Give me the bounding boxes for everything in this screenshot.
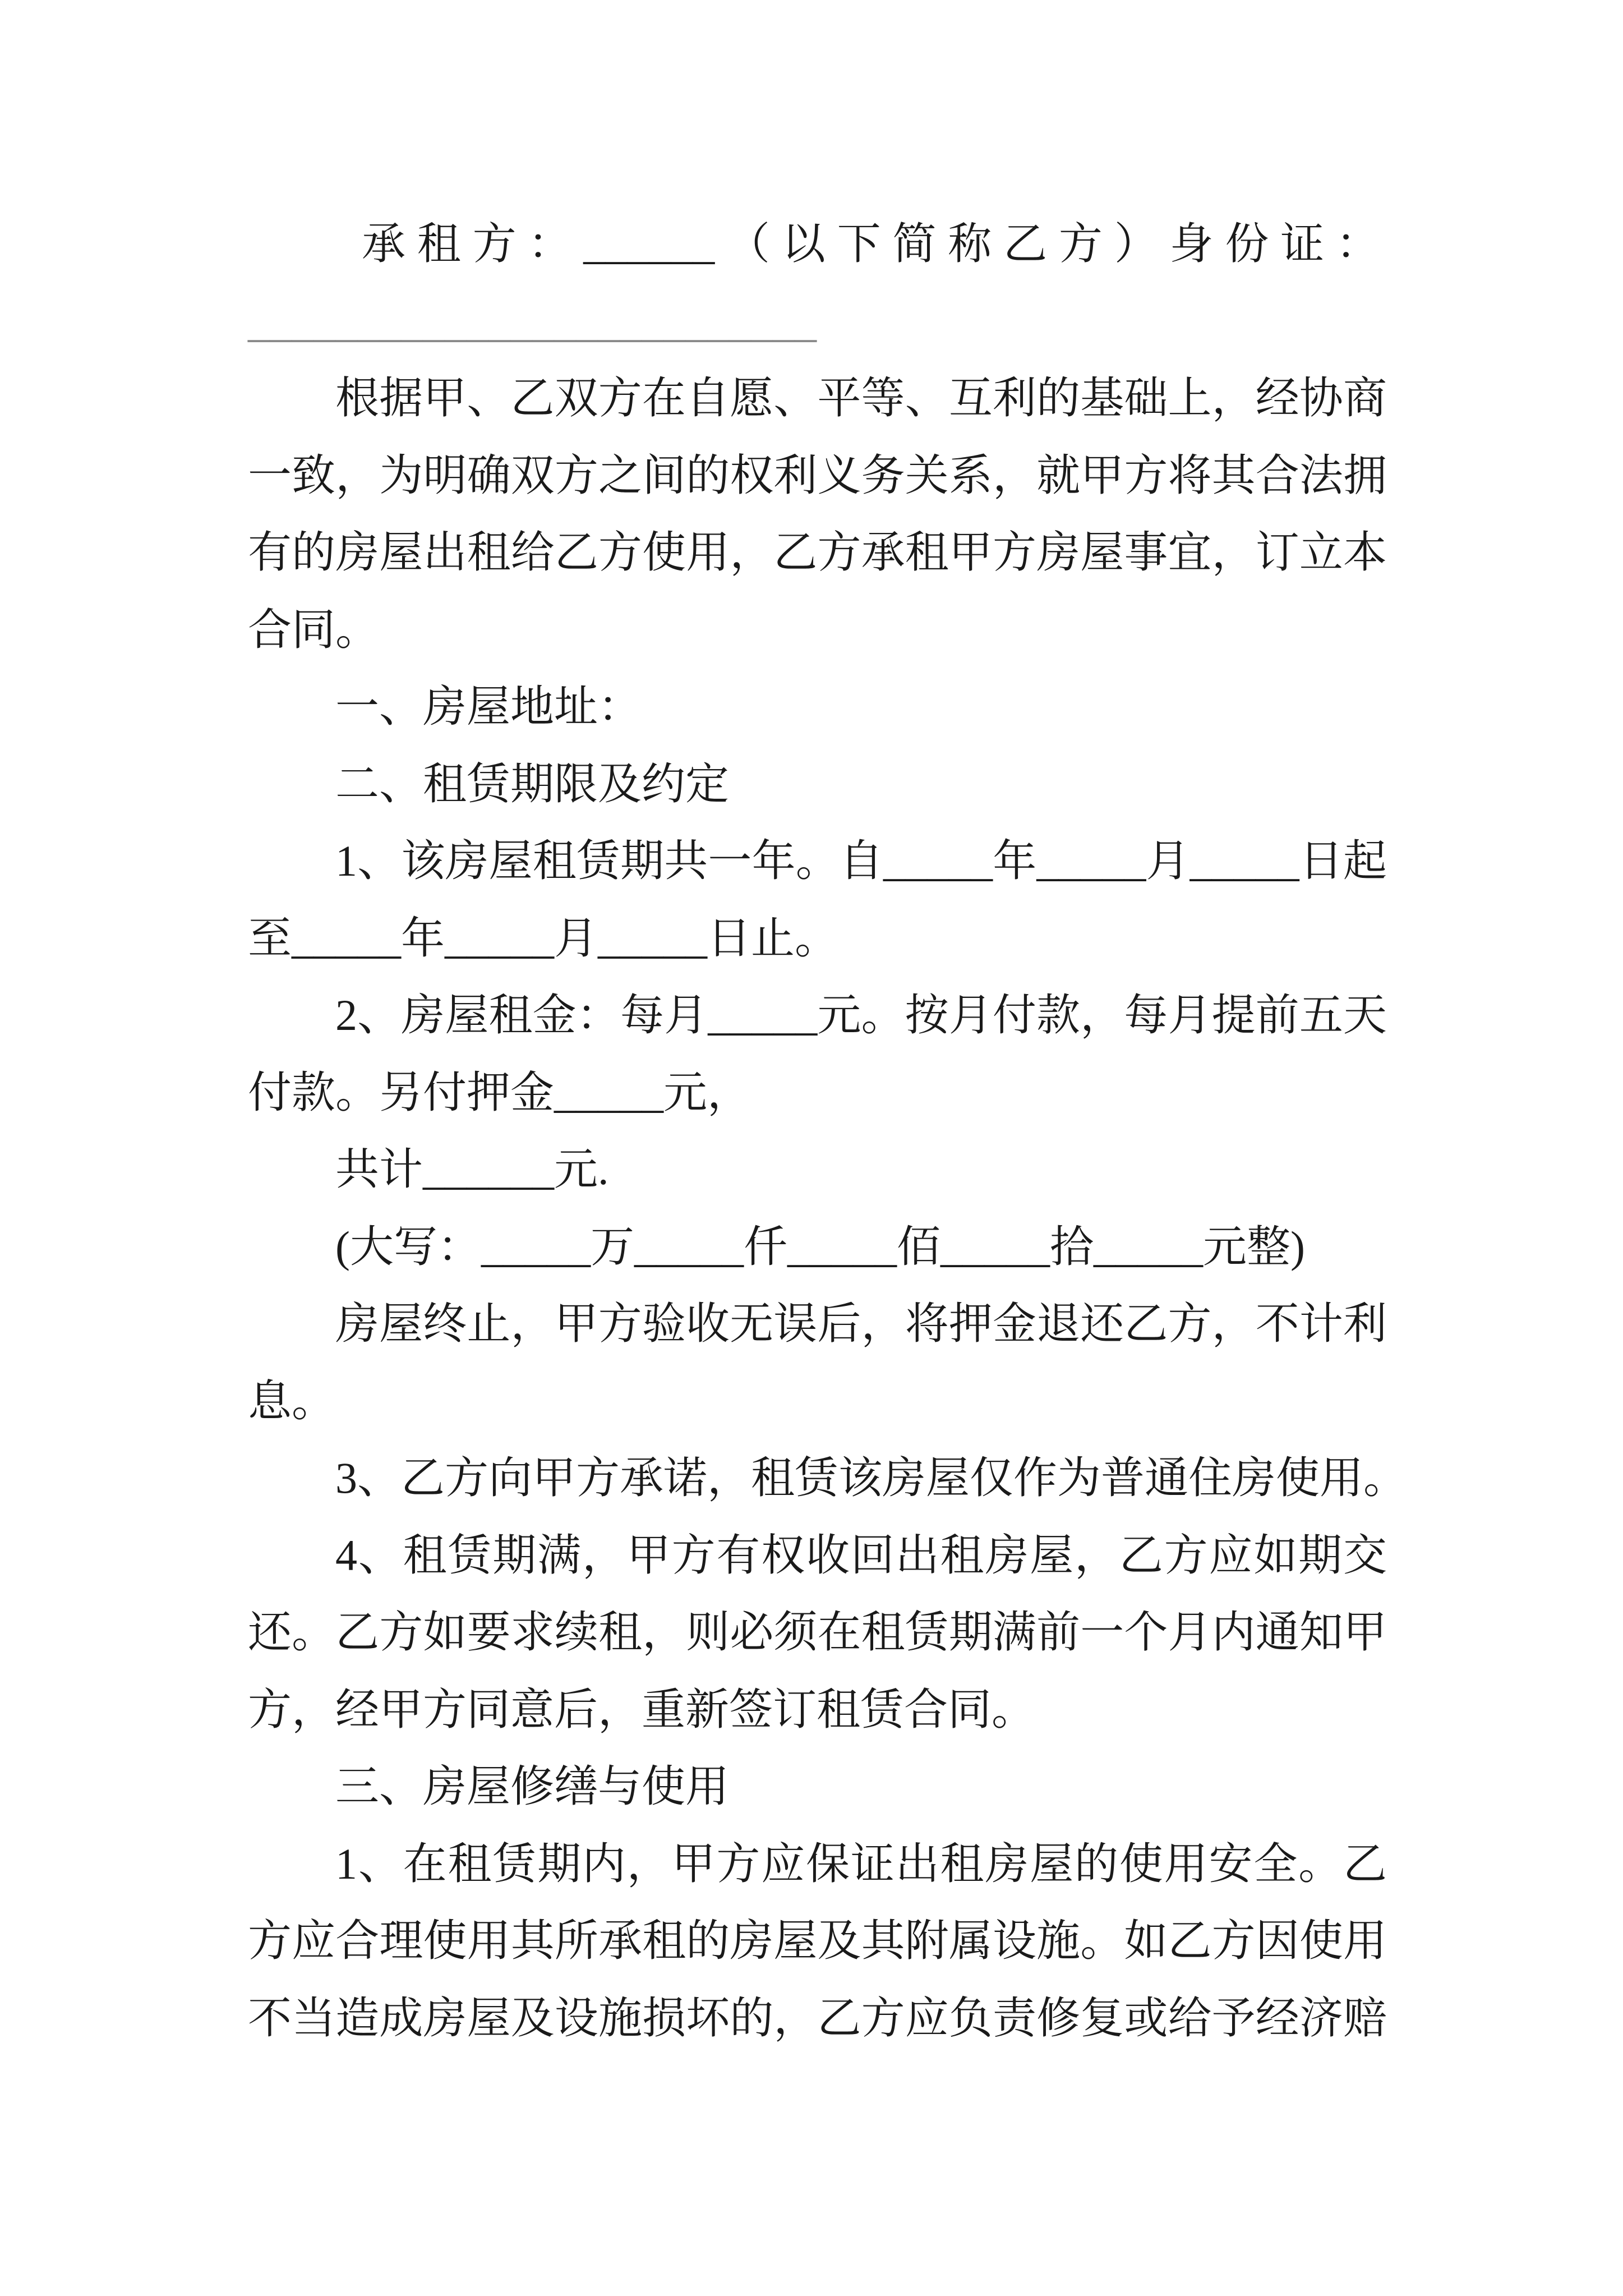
text-line: 1、在租赁期内，甲方应保证出租房屋的使用安全。乙: [335, 1839, 1387, 1888]
text-line: 3、乙方向甲方承诺，租赁该房屋仅作为普通住房使用。: [335, 1453, 1408, 1502]
text-line: 有的房屋出租给乙方使用，乙方承租甲方房屋事宜，订立本: [248, 528, 1387, 577]
body-text: [248, 360, 1408, 2056]
id-number-blank: __________________________: [248, 297, 817, 346]
text-line: 不当造成房屋及设施损坏的，乙方应负责修复或给予经济赔: [248, 1993, 1387, 2042]
text-line: 共计______元.: [335, 1145, 609, 1194]
section-heading: 一、房屋地址：: [335, 682, 642, 731]
text-line: 2、房屋租金：每月_____元。按月付款，每月提前五天: [335, 991, 1387, 1039]
text-line: 还。乙方如要求续租，则必须在租赁期满前一个月内通知甲: [248, 1608, 1387, 1657]
text-line: 1、该房屋租赁期共一年。自_____年_____月_____日起: [335, 836, 1387, 885]
text-line: 根据甲、乙双方在自愿、平等、互利的基础上，经协商: [335, 374, 1387, 422]
section-heading: 二、租赁期限及约定: [335, 759, 730, 808]
text-line: 至_____年_____月_____日止。: [248, 913, 839, 963]
text-line: 合同。: [248, 605, 380, 654]
text-line: 付款。另付押金_____元，: [248, 1068, 751, 1117]
text-line: 方，经甲方同意后，重新签订租赁合同。: [248, 1685, 1036, 1734]
text-line: 房屋终止，甲方验收无误后，将押金退还乙方，不计利: [335, 1299, 1387, 1348]
text-line: 方应合理使用其所承租的房屋及其附属设施。如乙方因使用: [248, 1916, 1387, 1965]
text-line: 息。: [248, 1376, 336, 1425]
lessee-line: 承租方：______（以下简称乙方）身份证：: [362, 219, 1380, 268]
text-line: 4、租赁期满，甲方有权收回出租房屋，乙方应如期交: [335, 1530, 1387, 1580]
section-heading: 三、房屋修缮与使用: [335, 1762, 730, 1811]
text-line: 一致，为明确双方之间的权利义务关系，就甲方将其合法拥: [248, 450, 1387, 500]
text-line: (大写：_____万_____仟_____佰_____拾_____元整): [335, 1222, 1305, 1271]
